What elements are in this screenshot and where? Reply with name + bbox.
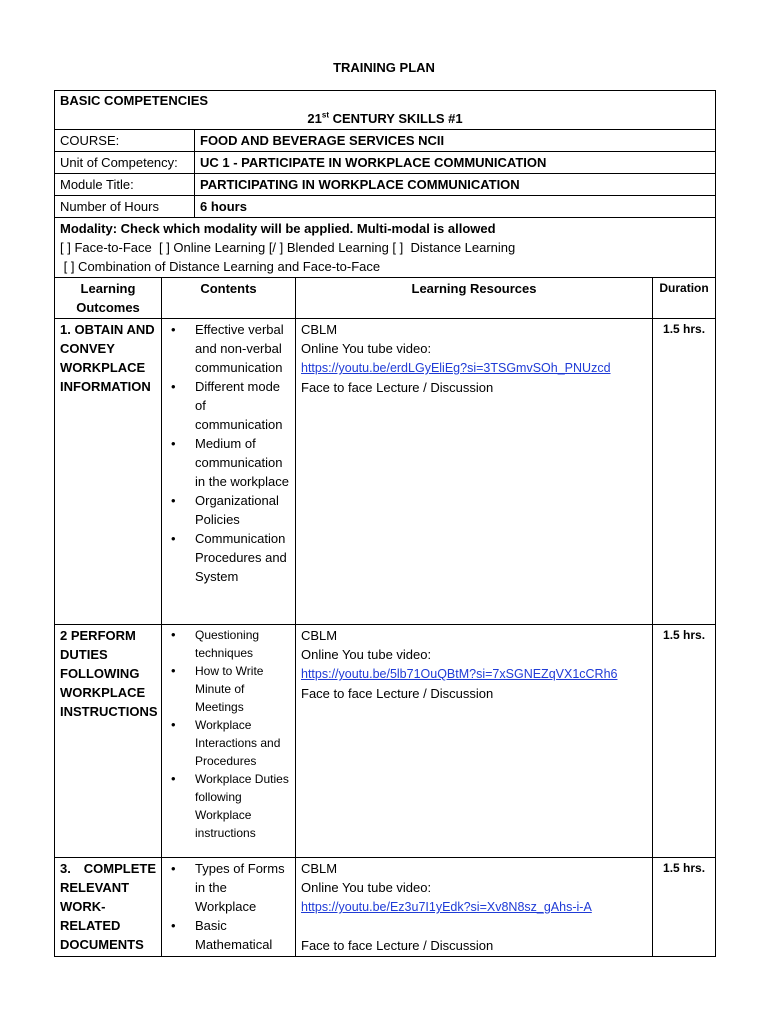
resource-f2f: Face to face Lecture / Discussion: [301, 686, 494, 701]
content-item: • Workplace Interactions and Procedures: [189, 716, 290, 770]
column-header-row: [55, 278, 716, 319]
modality-row: [55, 218, 716, 278]
page-title: TRAINING PLAN: [333, 60, 435, 75]
resource-video-label: Online You tube video:: [301, 880, 432, 895]
module-label: Module Title:: [55, 174, 195, 196]
learning-outcome: 2 PERFORM DUTIES FOLLOWING WORKPLACE INSTRUCTIONS: [55, 625, 162, 858]
duration-value: 1.5 hrs.: [653, 625, 716, 858]
duration-value: 1.5 hrs.: [653, 319, 716, 625]
modality-heading: Modality: Check which modality will be applied. Multi-modal is allowed: [60, 221, 496, 236]
content-item: • Organizational Policies: [189, 491, 290, 529]
table-row: [55, 625, 716, 858]
resource-f2f: Face to face Lecture / Discussion: [301, 938, 494, 953]
content-item: • Questioning techniques: [189, 626, 290, 662]
contents-cell: [162, 625, 296, 858]
content-item: • Types of Forms in the Workplace: [189, 859, 290, 916]
resources-cell: [296, 625, 653, 858]
resource-cblm: CBLM: [301, 322, 338, 337]
module-value: PARTICIPATING IN WORKPLACE COMMUNICATION: [195, 174, 716, 196]
hours-value: 6 hours: [195, 196, 716, 218]
course-row: [55, 130, 716, 152]
col-duration: Duration: [653, 278, 716, 319]
youtube-link[interactable]: https://youtu.be/5lb71OuQBtM?si=7xSGNEZqVX1cCRh6: [301, 667, 618, 681]
content-item: • Communication Procedures and System: [189, 529, 290, 586]
youtube-link[interactable]: https://youtu.be/Ez3u7I1yEdk?si=Xv8N8sz_gAhs-i-A: [301, 900, 592, 914]
col-learning-resources: Learning Resources: [296, 278, 653, 319]
module-row: [55, 174, 716, 196]
col-learning-outcomes: Learning Outcomes: [55, 278, 162, 319]
basic-competencies-label: BASIC COMPETENCIES: [60, 93, 209, 108]
contents-cell: [162, 858, 296, 957]
header-row: [55, 91, 716, 130]
table-row: [55, 858, 716, 957]
content-item: • Effective verbal and non-verbal communication: [189, 320, 290, 377]
modality-options-line1: [ ] Face-to-Face [ ] Online Learning [/ ] Blended Learning [ ] Distance Learning: [60, 240, 516, 255]
content-item: • Workplace Duties following Workplace instructions: [189, 770, 290, 842]
duration-value: 1.5 hrs.: [653, 858, 716, 957]
content-item: • Medium of communication in the workplace: [189, 434, 290, 491]
youtube-link[interactable]: https://youtu.be/erdLGyEliEg?si=3TSGmvSOh_PNUzcd: [301, 361, 611, 375]
content-item: • Basic Mathematical: [189, 916, 290, 954]
training-plan-table: [54, 90, 716, 957]
resource-cblm: CBLM: [301, 861, 338, 876]
century-skills-label: 21st CENTURY SKILLS #1: [307, 110, 463, 126]
col-contents: Contents: [162, 278, 296, 319]
modality-options-line2: [ ] Combination of Distance Learning and Face-to-Face: [60, 259, 381, 274]
resources-cell: [296, 319, 653, 625]
resource-f2f: Face to face Lecture / Discussion: [301, 380, 494, 395]
unit-label: Unit of Competency:: [55, 152, 195, 174]
learning-outcome: 3. COMPLETE RELEVANT WORK-RELATED DOCUMENTS: [55, 858, 162, 957]
resource-cblm: CBLM: [301, 628, 338, 643]
resources-cell: [296, 858, 653, 957]
contents-cell: [162, 319, 296, 625]
unit-value: UC 1 - PARTICIPATE IN WORKPLACE COMMUNICATION: [195, 152, 716, 174]
resource-video-label: Online You tube video:: [301, 647, 432, 662]
content-item: • How to Write Minute of Meetings: [189, 662, 290, 716]
hours-row: [55, 196, 716, 218]
hours-label: Number of Hours: [55, 196, 195, 218]
course-label: COURSE:: [55, 130, 195, 152]
resource-video-label: Online You tube video:: [301, 341, 432, 356]
course-value: FOOD AND BEVERAGE SERVICES NCII: [195, 130, 716, 152]
content-item: • Different mode of communication: [189, 377, 290, 434]
unit-row: [55, 152, 716, 174]
table-row: [55, 319, 716, 625]
learning-outcome: 1. OBTAIN AND CONVEY WORKPLACE INFORMATION: [55, 319, 162, 625]
